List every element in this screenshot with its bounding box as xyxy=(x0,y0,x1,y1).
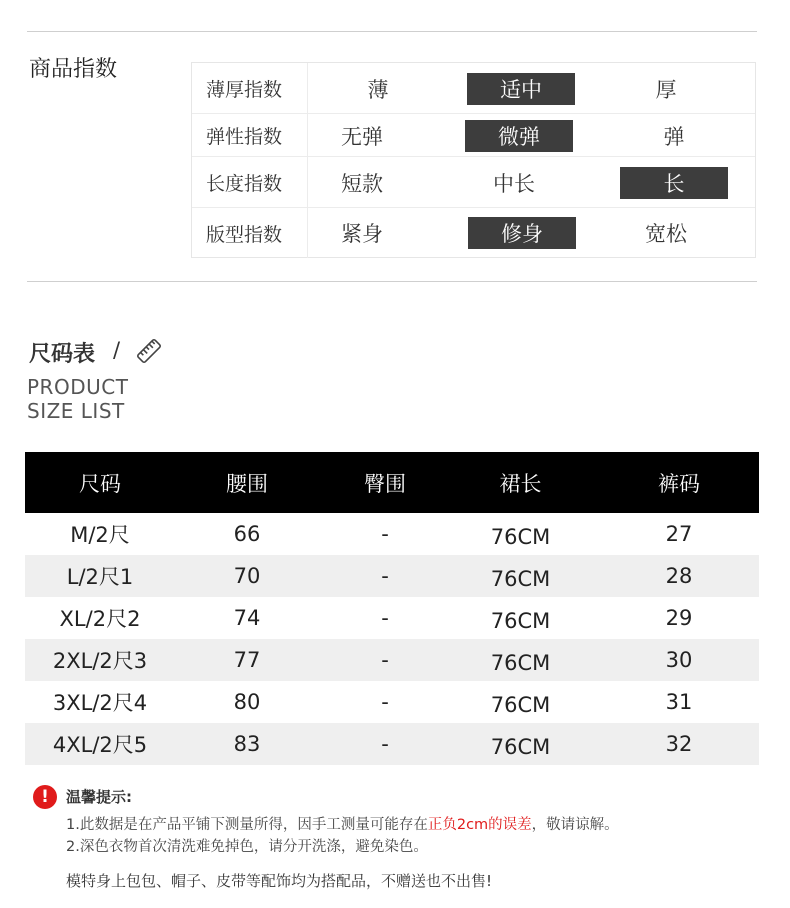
top-divider xyxy=(27,31,757,32)
cell-size: XL/2尺2 xyxy=(59,607,141,631)
product-index-option-selected: 微弹 xyxy=(465,120,573,152)
table-row xyxy=(25,513,759,555)
notice-line-1-suffix: ，敬请谅解。 xyxy=(531,817,619,833)
table-row xyxy=(25,723,759,765)
cell-size: 2XL/2尺3 xyxy=(52,649,148,673)
cell-pants-size: 30 xyxy=(665,648,693,672)
exclamation-icon: ! xyxy=(33,785,57,809)
product-index-title: 商品指数 xyxy=(29,57,118,82)
header-hip: 臀围 xyxy=(364,471,406,496)
product-index-option: 紧身 xyxy=(341,222,383,246)
cell-skirt-length: 76CM xyxy=(490,735,551,759)
notice-title: 温馨提示: xyxy=(66,788,132,806)
size-table-title: 尺码表 xyxy=(29,342,96,367)
cell-waist: 74 xyxy=(233,606,261,630)
cell-size: 3XL/2尺4 xyxy=(52,691,148,715)
header-waist: 腰围 xyxy=(226,471,268,496)
cell-waist: 70 xyxy=(233,564,261,588)
cell-hip: - xyxy=(381,648,389,672)
cell-skirt-length: 76CM xyxy=(490,525,551,549)
cell-skirt-length: 76CM xyxy=(490,693,551,717)
product-index-row xyxy=(192,208,755,258)
table-row xyxy=(25,681,759,723)
subtitle-product: PRODUCT xyxy=(27,375,129,399)
product-index-option-selected: 适中 xyxy=(467,73,575,105)
cell-size: M/2尺 xyxy=(70,523,130,547)
ruler-icon xyxy=(134,336,164,366)
size-table-header xyxy=(25,452,759,513)
cell-size: L/2尺1 xyxy=(66,565,134,589)
notice-line-1-prefix: 1.此数据是在产品平铺下测量所得，因手工测量可能存在 xyxy=(66,817,428,833)
cell-waist: 77 xyxy=(233,648,261,672)
cell-pants-size: 31 xyxy=(665,690,693,714)
notice-highlight: 正负2cm的误差 xyxy=(427,817,532,833)
product-index-label: 薄厚指数 xyxy=(192,63,308,113)
header-skirt-length: 裙长 xyxy=(499,471,542,496)
cell-skirt-length: 76CM xyxy=(490,609,551,633)
cell-pants-size: 29 xyxy=(665,606,693,630)
table-row xyxy=(25,597,759,639)
cell-pants-size: 28 xyxy=(665,564,693,588)
product-index-option: 厚 xyxy=(655,77,677,102)
cell-pants-size: 32 xyxy=(665,732,693,756)
product-index-option: 短款 xyxy=(341,171,383,196)
product-index-option: 无弹 xyxy=(341,124,383,149)
product-index-option: 中长 xyxy=(493,171,535,196)
subtitle-size-list: SIZE LIST xyxy=(27,399,125,423)
notice-line-1 xyxy=(66,813,619,834)
table-row xyxy=(25,555,759,597)
cell-waist: 83 xyxy=(233,732,261,756)
product-index-option: 薄 xyxy=(367,77,389,102)
cell-hip: - xyxy=(381,564,389,588)
product-index-option-selected: 长 xyxy=(620,167,728,199)
product-index-row xyxy=(192,157,755,208)
table-row xyxy=(25,639,759,681)
product-index-table xyxy=(191,62,756,258)
cell-hip: - xyxy=(381,522,389,546)
cell-waist: 66 xyxy=(233,522,261,546)
cell-hip: - xyxy=(381,606,389,630)
cell-skirt-length: 76CM xyxy=(490,567,551,591)
notice-footer: 模特身上包包、帽子、皮带等配饰均为搭配品，不赠送也不出售! xyxy=(66,872,493,890)
title-slash: / xyxy=(113,338,121,362)
middle-divider xyxy=(27,281,757,282)
product-index-label: 版型指数 xyxy=(192,208,308,258)
cell-hip: - xyxy=(381,690,389,714)
cell-pants-size: 27 xyxy=(665,522,693,546)
cell-waist: 80 xyxy=(233,690,261,714)
product-index-label: 弹性指数 xyxy=(192,114,308,156)
product-index-option-selected: 修身 xyxy=(468,217,576,249)
product-index-option: 宽松 xyxy=(645,222,687,246)
cell-skirt-length: 76CM xyxy=(490,651,551,675)
header-size: 尺码 xyxy=(79,471,121,496)
product-index-option: 弹 xyxy=(663,124,685,149)
notice-line-2: 2.深色衣物首次清洗难免掉色，请分开洗涤，避免染色。 xyxy=(66,839,428,855)
product-index-row xyxy=(192,63,755,114)
product-index-label: 长度指数 xyxy=(192,157,308,207)
cell-hip: - xyxy=(381,732,389,756)
product-index-row xyxy=(192,114,755,157)
header-pants-size: 裤码 xyxy=(658,471,700,496)
cell-size: 4XL/2尺5 xyxy=(52,733,148,757)
